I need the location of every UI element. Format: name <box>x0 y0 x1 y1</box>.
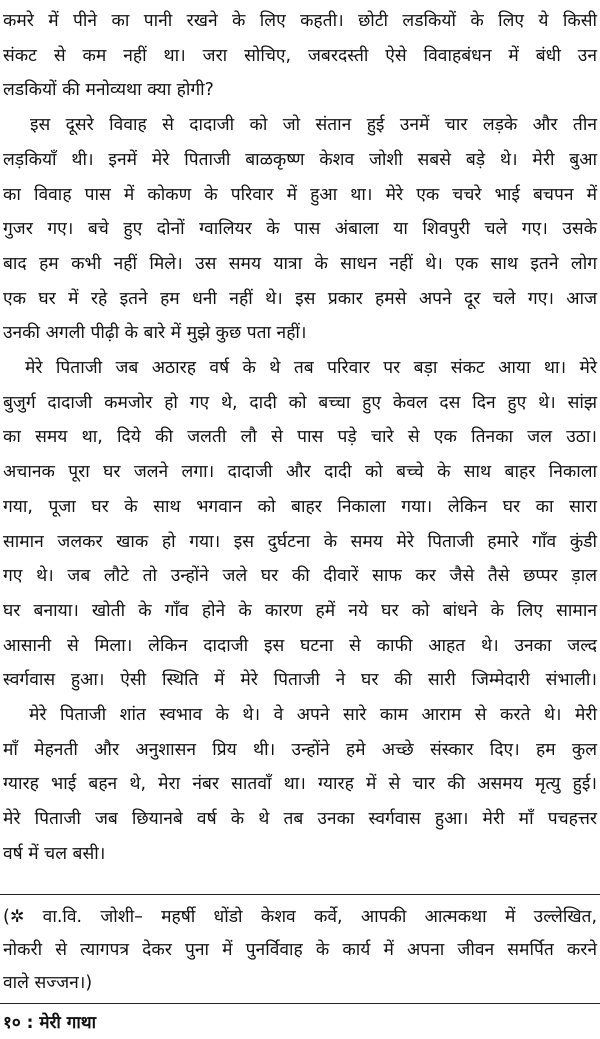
text-line: आसानी से मिला। लेकिन दादाजी इस घटना से काफी आहत थे। उनका जल्द <box>3 635 597 656</box>
text-line: स्वर्गवास हुआ। ऐसी स्थिति में मेरे पिताजी ने घर की सारी जिम्मेदारी संभाली। <box>3 670 597 691</box>
text-line: का समय था, दिये की जलती लौ से पास पड़े चारे से एक तिनका जल उठा। <box>3 427 597 448</box>
text-line: गया, पूजा घर के साथ भगवान को बाहर निकाला गया। लेकिन घर का सारा <box>3 496 597 517</box>
footnote <box>3 901 597 1000</box>
text-line: माँ मेहनती और अनुशासन प्रिय थी। उन्होंने हमे अच्छे संस्कार दिए। हम कुल <box>3 739 597 760</box>
text-line: मेरे पिताजी जब छियानबे वर्ष के थे तब उनका स्वर्गवास हुआ। मेरी माँ पचहत्तर <box>3 809 597 830</box>
page-number-label: १० : मेरी गाथा <box>3 1013 96 1033</box>
text-line: लड़कियाँ थी। इनमें मेरे पिताजी बाळकृष्ण केशव जोशी सबसे बड़े थे। मेरी बुआ <box>3 149 597 170</box>
footnote-divider <box>0 894 600 895</box>
text-line: इस दूसरे विवाह से दादाजी को जो संतान हुई उनमें चार लड़के और तीन <box>30 115 597 136</box>
text-line: बुजुर्ग दादाजी कमजोर हो गए थे, दादी को बच्चा हुए केवल दस दिन हुए थे। सांझ <box>3 392 597 413</box>
text-line: संकट से कम नहीं था। जरा सोचिए, जबरदस्ती ऐसे विवाहबंधन में बंधी उन <box>3 45 597 66</box>
text-line: अचानक पूरा घर जलने लगा। दादाजी और दादी को बच्चे के साथ बाहर निकाला <box>3 462 597 483</box>
text-line: ग्यारह भाई बहन थे, मेरा नंबर सातवाँ था। ग्यारह में से चार की असमय मृत्यु हुई। <box>3 774 597 795</box>
body-text <box>3 4 597 872</box>
text-line: मेरे पिताजी शांत स्वभाव के थे। वे अपने सारे काम आराम से करते थे। मेरी <box>29 705 597 726</box>
footer-divider <box>0 1003 600 1004</box>
text-line: एक घर में रहे इतने हम धनी नहीं थे। इस प्रकार हमसे अपने दूर चले गए। आज <box>3 288 597 309</box>
text-line: उनकी अगली पीढ़ी के बारे में मुझे कुछ पता नहीं। <box>3 323 307 344</box>
text-line: लडकियों की मनोव्यथा क्या होगी? <box>3 80 214 101</box>
text-line: सामान जलकर खाक हो गया। इस दुर्घटना के समय मेरे पिताजी हमारे गाँव कुंडी <box>3 531 597 552</box>
footnote-line: वाले सज्जन।) <box>3 973 93 993</box>
footnote-line: (✲ वा.वि. जोशी– महर्षी धोंडो केशव कर्वे, आपकी आत्मकथा में उल्लेखित, <box>3 907 597 927</box>
text-line: गुजर गए। बचे हुए दोनों ग्वालियर के पास अंबाला या शिवपुरी चले गए। उसके <box>3 219 597 240</box>
text-line: गए थे। जब लौटे तो उन्होंने जले घर की दीवारें साफ कर जैसे तैसे छप्पर ड़ाल <box>3 566 597 587</box>
text-line: कमरे में पीने का पानी रखने के लिए कहती। छोटी लडकियों के लिए ये किसी <box>3 11 597 31</box>
text-line: बाद हम कभी नहीं मिले। उस समय यात्रा के साधन नहीं थे। एक साथ इतने लोग <box>3 253 597 274</box>
text-line: वर्ष में चल बसी। <box>3 843 106 864</box>
footnote-line: नोकरी से त्यागपत्र देकर पुना में पुनर्विवाह के कार्य में अपना जीवन समर्पित करने <box>3 940 597 960</box>
page-footer <box>3 1010 96 1036</box>
text-line: घर बनाया। खोती के गाँव होने के कारण हमें नये घर को बांधने के लिए सामान <box>3 600 597 621</box>
text-line: का विवाह पास में कोकण के परिवार में हुआ था। मेरे एक चचरे भाई बचपन में <box>3 184 597 205</box>
text-line: मेरे पिताजी जब अठारह वर्ष के थे तब परिवार पर बड़ा संकट आया था। मेरे <box>25 358 597 379</box>
